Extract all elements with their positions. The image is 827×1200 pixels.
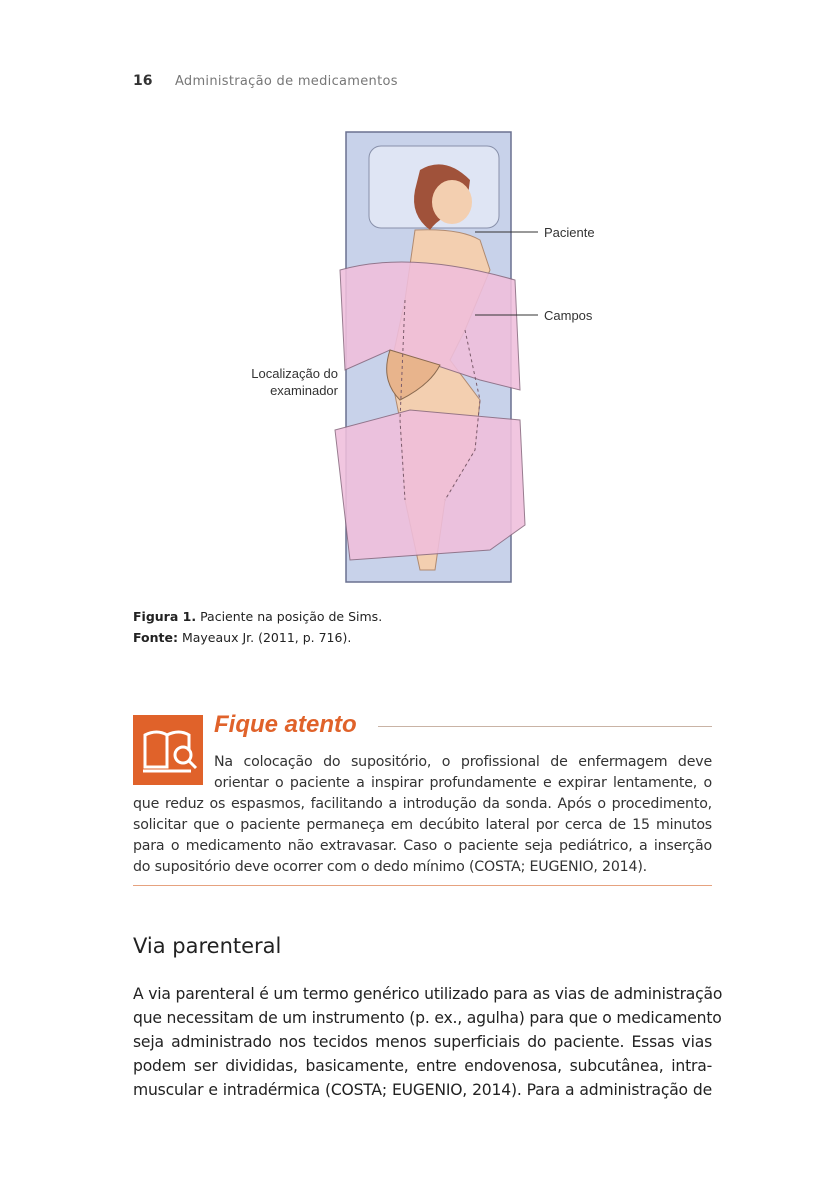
paragraph-line: seja administrado nos tecidos menos superficiais do paciente. Essas vias: [133, 1033, 712, 1051]
paragraph-line: muscular e intradérmica (COSTA; EUGENIO, 2014). Para a administração de: [133, 1081, 712, 1099]
page-number: 16: [133, 73, 153, 89]
callout-bottom-rule: [133, 885, 712, 886]
source-text: Mayeaux Jr. (2011, p. 716).: [181, 630, 352, 645]
running-title: Administração de medicamentos: [174, 74, 398, 89]
callout-line: Na colocação do supositório, o profissional de enfermagem deve: [214, 754, 712, 770]
callout-line: solicitar que o paciente permaneça em decúbito lateral por cerca de 15 minutos: [133, 817, 712, 833]
source-label: Fonte:: [133, 630, 178, 645]
caption-label: Figura 1.: [133, 609, 197, 624]
section-heading: Via parenteral: [133, 934, 282, 958]
paragraph-line: que necessitam de um instrumento (p. ex., agulha) para que o medicamento: [133, 1009, 722, 1027]
running-header: [133, 73, 398, 89]
caption-text: Paciente na posição de Sims.: [200, 609, 383, 624]
callout-title: Fique atento: [214, 711, 357, 738]
paragraph-line: A via parenteral é um termo genérico utilizado para as vias de administração: [133, 985, 723, 1003]
callout-line: orientar o paciente a inspirar profundamente e expirar lentamente, o: [214, 775, 712, 791]
figure-caption: [133, 609, 382, 624]
face: [432, 180, 472, 224]
book-magnifier-icon: [133, 715, 203, 785]
label-examiner-1: Localização do: [251, 366, 338, 381]
label-examiner-2: examinador: [270, 383, 338, 398]
callout-title-rule: [378, 726, 712, 727]
figure-source: [133, 630, 351, 645]
label-patient: Paciente: [544, 225, 595, 240]
sims-position-illustration: [230, 120, 610, 600]
lower-sheet: [335, 410, 525, 560]
label-fields: Campos: [544, 308, 593, 323]
paragraph-line: podem ser divididas, basicamente, entre endovenosa, subcutânea, intra-: [133, 1057, 712, 1075]
callout-line: para o medicamento não extravasar. Caso o paciente seja pediátrico, a inserção: [133, 838, 712, 854]
callout-line: que reduz os espasmos, facilitando a introdução da sonda. Após o procedimento,: [133, 796, 712, 812]
callout-line: do supositório deve ocorrer com o dedo mínimo (COSTA; EUGENIO, 2014).: [133, 859, 647, 875]
